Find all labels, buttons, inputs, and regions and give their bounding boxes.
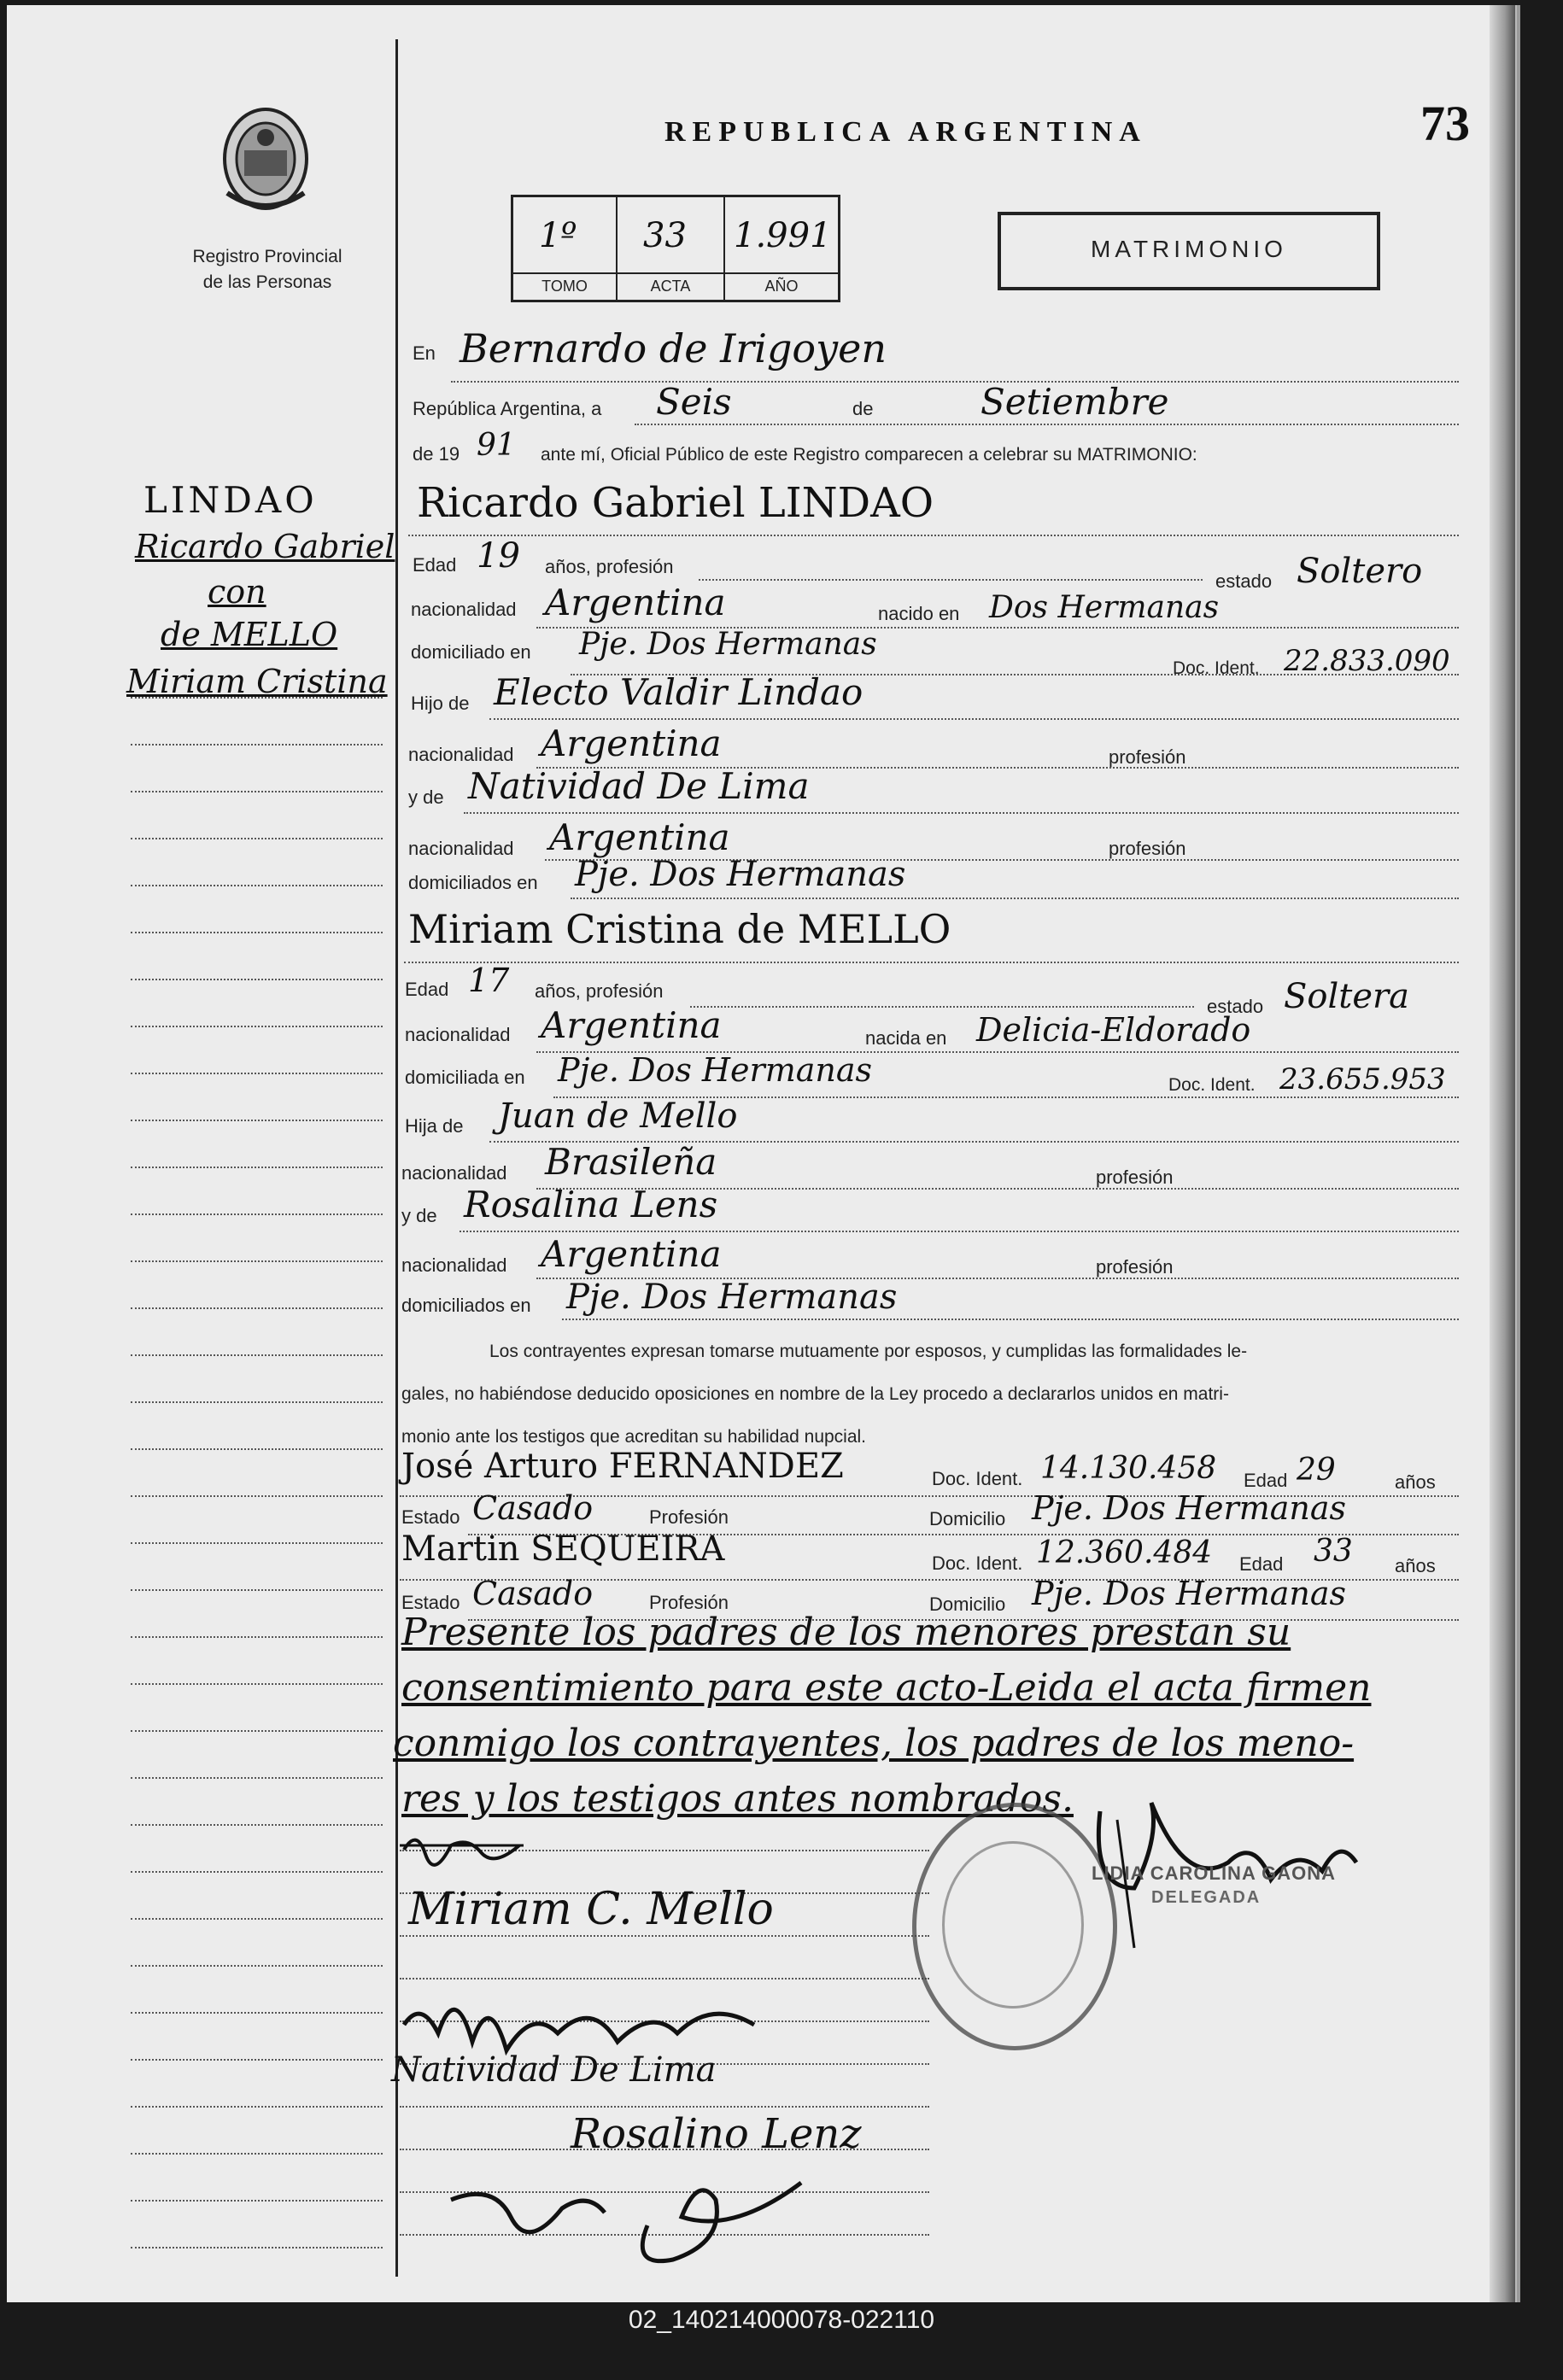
scan-id-footer: 02_140214000078-022110	[628, 2306, 935, 2334]
witness2-prof-label: Profesión	[649, 1592, 729, 1613]
bride-hija-label: Hija de	[405, 1115, 464, 1137]
witness2-estado-label: Estado	[401, 1592, 460, 1613]
margin-rule	[131, 697, 383, 699]
registry-name-line2: de las Personas	[202, 272, 332, 292]
signature-rule	[400, 1935, 929, 1937]
groom-mother-line	[464, 812, 1459, 814]
en-label: En	[413, 342, 436, 364]
notes-line2: consentimiento para este acto-Leida el acta firmen	[401, 1666, 1372, 1710]
signature-1	[400, 1820, 528, 1871]
ano-cell	[725, 197, 838, 300]
witness2-doc: 12.360.484	[1036, 1535, 1213, 1570]
provincial-crest-icon	[210, 99, 321, 227]
page-number: 73	[1420, 96, 1470, 151]
declaration-line1: Los contrayentes expresan tomarse mutuamente por esposos, y cumplidas las formalidades le-	[489, 1342, 1248, 1361]
de-label: de	[852, 398, 874, 419]
bride-mother-nac: Argentina	[541, 1233, 722, 1275]
margin-rule	[131, 1213, 383, 1215]
margin-rule	[131, 1448, 383, 1450]
margin-rule	[131, 2106, 383, 2108]
signature-5: Rosalino Lenz	[571, 2110, 862, 2158]
witness2-name: Martin SEQUEIRA	[401, 1529, 725, 1569]
signature-2: Miriam C. Mello	[408, 1884, 774, 1935]
groom-mother-prof-label: profesión	[1109, 838, 1186, 859]
margin-rule	[131, 1354, 383, 1356]
bride-name-line	[404, 962, 1459, 963]
margin-rule	[131, 2059, 383, 2061]
registry-name-line1: Registro Provincial	[192, 247, 342, 266]
witness1-prof-label: Profesión	[649, 1506, 729, 1528]
bride-yde-label: y de	[401, 1205, 437, 1226]
groom-dom-label: domiciliado en	[411, 641, 531, 663]
groom-yde-label: y de	[408, 787, 444, 808]
notes-line4: res y los testigos antes nombrados.	[401, 1777, 1074, 1821]
groom-father-prof-label: profesión	[1109, 746, 1186, 768]
country-title: REPUBLICA ARGENTINA	[664, 116, 1147, 148]
bride-nac-label: nacionalidad	[405, 1024, 511, 1045]
margin-rule	[131, 1824, 383, 1826]
groom-father: Electo Valdir Lindao	[494, 671, 863, 713]
groom-estado-label: estado	[1215, 570, 1273, 592]
place: Bernardo de Irigoyen	[460, 325, 887, 371]
bride-parents-dom-line	[562, 1319, 1459, 1320]
official-seal-inner	[942, 1841, 1084, 2009]
margin-rule	[131, 1307, 383, 1309]
bride-nacida: Delicia-Eldorado	[976, 1011, 1251, 1049]
margin-rule	[131, 1730, 383, 1732]
bride-father-nac: Brasileña	[545, 1141, 717, 1183]
margin-rule	[131, 1495, 383, 1497]
groom-father-line	[489, 718, 1459, 720]
notes-line1: Presente los padres de los menores prestan su	[401, 1611, 1291, 1654]
bride-edad: 17	[468, 962, 510, 999]
margin-divider	[395, 39, 398, 2277]
groom-doc-label: Doc. Ident.	[1173, 658, 1260, 678]
groom-mother-nac: Argentina	[549, 816, 730, 858]
acta-label: ACTA	[618, 272, 723, 295]
witness1-dom-label: Domicilio	[929, 1508, 1006, 1529]
year-prefix: de 19	[413, 443, 460, 465]
margin-rule	[131, 1026, 383, 1027]
witness2-anos-label: años	[1395, 1555, 1436, 1576]
margin-rule	[131, 1871, 383, 1873]
groom-parents-dom-line	[571, 898, 1459, 899]
groom-parents-dom: Pje. Dos Hermanas	[575, 855, 906, 894]
margin-rule	[131, 2247, 383, 2248]
margin-rule	[131, 1120, 383, 1121]
groom-profesion-line	[699, 579, 1203, 581]
margin-con: con	[208, 573, 266, 611]
margin-rule	[131, 2012, 383, 2014]
witness2-edad-label: Edad	[1239, 1553, 1284, 1575]
groom-nacido-label: nacido en	[878, 603, 960, 624]
groom-nacido: Dos Hermanas	[989, 590, 1220, 625]
record-box	[511, 195, 840, 302]
bride-father-prof-label: profesión	[1096, 1167, 1174, 1188]
witness1-domicilio: Pje. Dos Hermanas	[1032, 1489, 1347, 1527]
bride-mother: Rosalina Lens	[464, 1184, 718, 1225]
tomo-value: 1º	[539, 216, 577, 255]
signature-rule	[400, 2106, 929, 2108]
bride-estado: Soltera	[1284, 977, 1409, 1016]
margin-rule	[131, 1401, 383, 1403]
groom-profesion-label: años, profesión	[545, 556, 674, 577]
bride-edad-label: Edad	[405, 979, 449, 1000]
margin-rule	[131, 2153, 383, 2155]
document-type-box	[998, 212, 1380, 290]
acta-cell	[618, 197, 725, 300]
margin-rule	[131, 1260, 383, 1262]
bride-parents-dom: Pje. Dos Hermanas	[566, 1278, 898, 1317]
declaration-line3: monio ante los testigos que acreditan su habilidad nupcial.	[401, 1427, 867, 1447]
stamp-title: DELEGADA	[1151, 1888, 1262, 1907]
groom-father-nac-label: nacionalidad	[408, 744, 514, 765]
margin-surname-bride: de MELLO	[161, 616, 338, 653]
ano-value: 1.991	[734, 216, 832, 255]
intro-statement: ante mí, Oficial Público de este Registro comparecen a celebrar su MATRIMONIO:	[541, 445, 1197, 465]
margin-rule	[131, 1636, 383, 1638]
witness1-estado: Casado	[472, 1489, 594, 1527]
witness1-edad: 29	[1297, 1453, 1336, 1488]
bride-domicilio: Pje. Dos Hermanas	[558, 1051, 873, 1089]
margin-rule	[131, 2200, 383, 2202]
groom-father-nac: Argentina	[541, 722, 722, 764]
page-edge	[1490, 5, 1515, 2302]
margin-rule	[131, 791, 383, 792]
bride-mother-prof-label: profesión	[1096, 1256, 1174, 1278]
witness2-doc-label: Doc. Ident.	[932, 1553, 1023, 1574]
witness2-edad: 33	[1314, 1534, 1353, 1569]
place-line	[451, 381, 1459, 383]
notes-line3: conmigo los contrayentes, los padres de los meno-	[393, 1722, 1355, 1765]
margin-rule	[131, 1589, 383, 1591]
stamp-name: LIDIA CAROLINA GAONA	[1092, 1862, 1337, 1884]
groom-nac-label: nacionalidad	[411, 599, 517, 620]
margin-rule	[131, 932, 383, 933]
groom-parents-dom-label: domiciliados en	[408, 872, 538, 893]
bride-name: Miriam Cristina de MELLO	[408, 906, 951, 952]
bride-parents-dom-label: domiciliados en	[401, 1295, 531, 1316]
witness2-dom-label: Domicilio	[929, 1593, 1006, 1615]
groom-name-line	[408, 535, 1459, 536]
bride-profesion-label: años, profesión	[535, 980, 664, 1002]
signature-6	[442, 2166, 852, 2277]
bride-nacida-label: nacida en	[865, 1027, 947, 1049]
margin-surname-groom: LINDAO	[143, 479, 318, 521]
signature-4: Natividad De Lima	[391, 2050, 717, 2090]
bride-doc: 23.655.953	[1279, 1062, 1446, 1096]
witness2-domicilio: Pje. Dos Hermanas	[1032, 1575, 1347, 1612]
bride-doc-label: Doc. Ident.	[1168, 1075, 1256, 1095]
bride-profesion-line	[690, 1006, 1194, 1008]
witness1-doc: 14.130.458	[1040, 1451, 1217, 1486]
margin-name-groom: Ricardo Gabriel	[135, 528, 395, 565]
groom-nacionalidad: Argentina	[545, 582, 726, 623]
bride-mother-line	[460, 1231, 1459, 1232]
margin-rule	[131, 1683, 383, 1685]
declaration-line2: gales, no habiéndose deducido oposiciones en nombre de la Ley procedo a declararlos unidos en matri-	[401, 1384, 1229, 1404]
margin-rule	[131, 744, 383, 746]
register-page	[7, 5, 1510, 2302]
groom-mother-nac-label: nacionalidad	[408, 838, 514, 859]
acta-value: 33	[643, 216, 687, 255]
witness1-doc-label: Doc. Ident.	[932, 1468, 1023, 1489]
margin-rule	[131, 1542, 383, 1544]
groom-mother: Natividad De Lima	[468, 765, 810, 807]
margin-rule	[131, 885, 383, 886]
groom-estado: Soltero	[1297, 552, 1423, 591]
margin-rule	[131, 1965, 383, 1967]
margin-rule	[131, 1918, 383, 1920]
witness1-estado-label: Estado	[401, 1506, 460, 1528]
witness2-estado: Casado	[472, 1575, 594, 1612]
tomo-label: TOMO	[513, 272, 616, 295]
groom-edad-label: Edad	[413, 554, 457, 576]
groom-domicilio: Pje. Dos Hermanas	[579, 627, 877, 662]
bride-father: Juan de Mello	[498, 1096, 738, 1136]
groom-name: Ricardo Gabriel LINDAO	[417, 479, 934, 527]
margin-rule	[131, 838, 383, 839]
ano-label: AÑO	[725, 272, 838, 295]
witness1-anos-label: años	[1395, 1471, 1436, 1493]
document-type: MATRIMONIO	[1091, 236, 1287, 262]
day: Seis	[656, 381, 732, 423]
bride-estado-label: estado	[1207, 996, 1264, 1017]
bride-dom-label: domiciliada en	[405, 1067, 525, 1088]
date-line	[635, 424, 1459, 425]
witness1-edad-label: Edad	[1244, 1470, 1288, 1491]
witness1-name: José Arturo FERNANDEZ	[401, 1447, 844, 1486]
bride-father-nac-label: nacionalidad	[401, 1162, 507, 1184]
tomo-cell	[513, 197, 618, 300]
month: Setiembre	[981, 381, 1169, 423]
margin-name-bride: Miriam Cristina	[126, 663, 388, 700]
republica-label: República Argentina, a	[413, 398, 602, 419]
year-suffix: 91	[477, 428, 516, 463]
bride-nacionalidad: Argentina	[541, 1004, 722, 1046]
margin-rule	[131, 1777, 383, 1779]
margin-rule	[131, 1167, 383, 1168]
bride-mother-nac-label: nacionalidad	[401, 1254, 507, 1276]
margin-rule	[131, 1073, 383, 1074]
groom-edad: 19	[477, 536, 520, 576]
groom-doc: 22.833.090	[1284, 644, 1450, 678]
groom-hijo-label: Hijo de	[411, 693, 470, 714]
margin-rule	[131, 979, 383, 980]
